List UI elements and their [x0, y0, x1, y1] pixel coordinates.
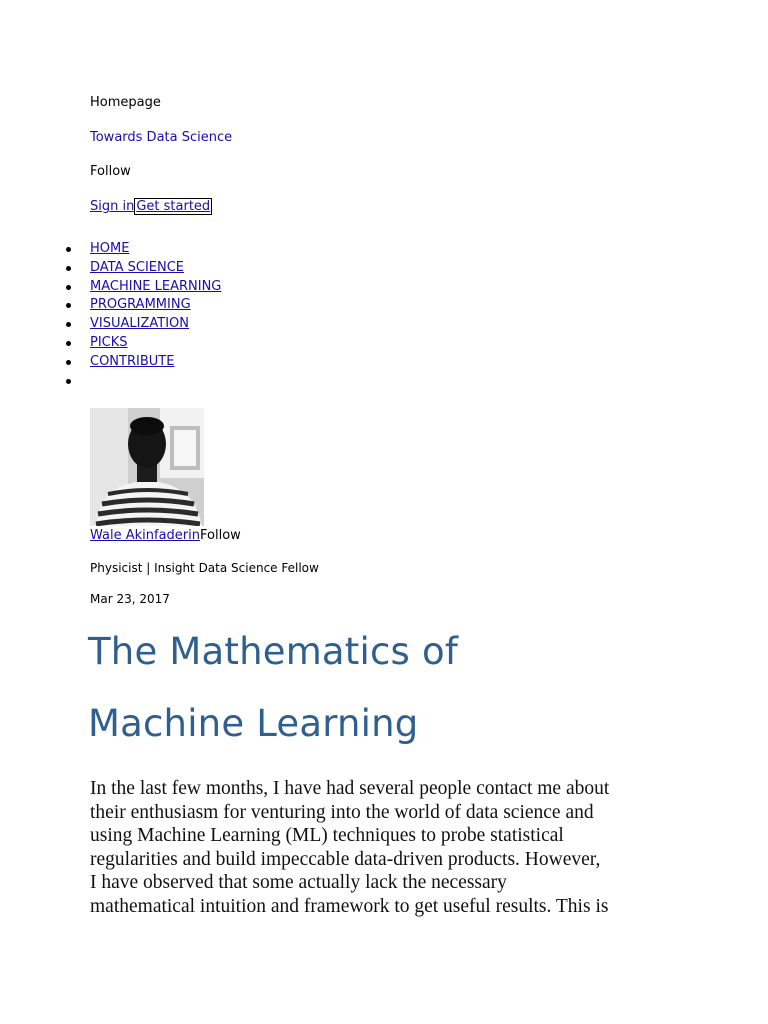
article-title-line-2: Machine Learning [88, 702, 419, 745]
author-follow-button[interactable]: Follow [200, 528, 241, 543]
bullet-icon [66, 303, 71, 308]
nav-link-contribute[interactable]: CONTRIBUTE [90, 353, 175, 369]
nav-link-home[interactable]: HOME [90, 241, 130, 256]
author-name-link[interactable]: Wale Akinfaderin [90, 528, 200, 543]
author-bio: Physicist | Insight Data Science Fellow [90, 561, 319, 575]
bullet-icon [66, 285, 71, 290]
nav-item-visualization [62, 315, 221, 334]
article-body [90, 777, 690, 919]
nav-link-picks[interactable]: PICKS [90, 334, 128, 350]
nav-item-empty [62, 372, 221, 391]
bullet-icon [66, 379, 71, 384]
auth-links [90, 199, 212, 215]
publish-date: Mar 23, 2017 [90, 592, 170, 606]
bullet-icon [66, 341, 71, 346]
nav-item-picks [62, 334, 221, 353]
article-title-line-1: The Mathematics of [88, 630, 459, 673]
author-photo-icon [90, 408, 204, 526]
author-line [90, 528, 241, 544]
get-started-link[interactable]: Get started [136, 199, 211, 214]
homepage-link[interactable]: Homepage [90, 95, 161, 110]
bullet-icon [66, 266, 71, 271]
body-line: their enthusiasm for venturing into the world of data science and [90, 801, 594, 823]
nav-item-contribute [62, 353, 221, 372]
bullet-icon [66, 247, 71, 252]
nav-link-data-science[interactable]: DATA SCIENCE [90, 259, 185, 275]
author-avatar[interactable] [90, 408, 204, 526]
nav-link-visualization[interactable]: VISUALIZATION [90, 316, 189, 332]
body-line: using Machine Learning (ML) techniques to probe statistical [90, 825, 564, 847]
nav-item-machine-learning [62, 278, 221, 297]
bullet-icon [66, 322, 71, 327]
sign-in-link[interactable]: Sign in [90, 199, 135, 214]
body-line: I have observed that some actually lack the necessary [90, 872, 507, 894]
publication-link[interactable]: Towards Data Science [90, 130, 233, 145]
nav-item-programming [62, 296, 221, 315]
nav-item-home [62, 240, 221, 259]
nav-link-programming[interactable]: PROGRAMMING [90, 297, 191, 313]
body-line: regularities and build impeccable data-driven products. However, [90, 848, 601, 870]
body-line: In the last few months, I have had several people contact me about [90, 778, 610, 799]
nav-link-machine-learning[interactable]: MACHINE LEARNING [90, 278, 222, 294]
bullet-icon [66, 360, 71, 365]
nav-item-data-science [62, 259, 221, 278]
body-line: mathematical intuition and framework to get useful results. This is [90, 895, 609, 917]
publication-follow-button[interactable]: Follow [90, 164, 131, 179]
nav-menu [62, 240, 221, 390]
